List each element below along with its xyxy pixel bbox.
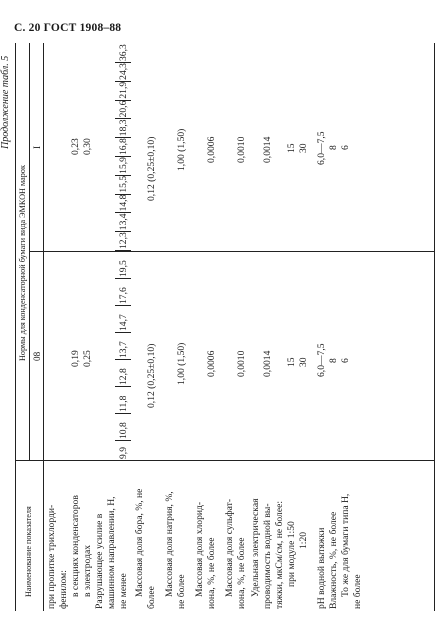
value-i: 0,0014 <box>262 136 273 163</box>
seq-separator <box>115 231 131 232</box>
row-label: Удельная электрическая <box>250 498 261 597</box>
row-label: тяжки, мкСм/см, не более: <box>274 500 285 609</box>
table-bottom-rule <box>434 43 435 611</box>
value-08: 6,0—7,5 <box>316 343 327 377</box>
table-top-rule <box>15 43 16 611</box>
seq-value: 13,7 <box>118 341 129 358</box>
value-08: 9,9 <box>118 447 129 459</box>
row-label: в секциях конденсаторов <box>70 495 81 597</box>
value-i: 6,0—7,5 <box>316 131 327 165</box>
row-label: не менее <box>118 573 129 609</box>
seq-separator <box>115 194 131 195</box>
row-label: Массовая доля натрия, %, <box>164 491 175 597</box>
value-08: 15 <box>286 357 297 367</box>
row-label: проводимость водной вы- <box>262 503 273 609</box>
row-label: в электродах <box>82 544 93 597</box>
row-label: Массовая доля хлорид- <box>194 501 205 597</box>
seq-value: 14,8 <box>118 194 129 212</box>
seq-separator <box>115 278 131 279</box>
value-i: 0,30 <box>82 138 93 155</box>
row-label: Массовая доля бора, %, не <box>134 488 145 597</box>
value-i: 0,0010 <box>236 136 247 163</box>
col-name-header: Наименование показателя <box>24 506 33 597</box>
value-08: 8 <box>328 358 339 363</box>
row-label: Влажность, %, не более <box>328 511 339 609</box>
value-08: 1,00 (1,50) <box>176 342 187 385</box>
value-i: 0,23 <box>70 138 81 155</box>
rotated-table <box>1 43 435 611</box>
seq-separator <box>115 137 131 138</box>
seq-value: 12,8 <box>118 368 129 385</box>
row-label: pH водной вытяжки <box>316 527 327 609</box>
value-08: 0,25 <box>82 350 93 367</box>
seq-value: 19,5 <box>118 260 129 277</box>
seq-separator <box>115 118 131 119</box>
seq-separator <box>115 175 131 176</box>
seq-value: 24,3 <box>118 63 129 80</box>
seq-separator <box>115 100 131 101</box>
row-label: иона, %, не более <box>206 537 217 609</box>
value-08: 0,0014 <box>262 350 273 377</box>
seq-separator <box>115 156 131 157</box>
norms-header: Нормы для конденсаторной бумаги вида ЭМКОН марок <box>18 165 27 361</box>
header-bottom-rule <box>43 43 44 611</box>
value-i: 1,00 (1,50) <box>176 128 187 171</box>
value-i: 0,12 (0,25±0,10) <box>146 136 157 201</box>
row-label: при пропитке трихлорди- <box>46 504 57 609</box>
seq-value: 15,5 <box>118 175 129 193</box>
value-i: 30 <box>298 143 309 153</box>
row-label: фенилом: <box>58 570 69 609</box>
row-label: Разрушающее усилие в <box>94 513 105 609</box>
breaking-force-i <box>115 43 131 251</box>
value-08: 6 <box>340 358 351 363</box>
row-label: иона, %, не более <box>236 537 247 609</box>
mark-i: I <box>32 145 42 149</box>
seq-value: 10,8 <box>118 422 129 439</box>
seq-value: 15,9 <box>118 157 129 174</box>
continuation-caption: Продолжение табл. 5 <box>0 55 11 149</box>
seq-value: 18,3 <box>118 119 129 137</box>
seq-value: 12,3 <box>118 232 129 249</box>
seq-separator <box>115 212 131 213</box>
seq-separator <box>115 440 131 441</box>
seq-separator <box>115 250 131 251</box>
seq-separator <box>115 332 131 333</box>
seq-value: 14,7 <box>118 314 129 331</box>
seq-value: 21,9 <box>118 81 129 99</box>
seq-separator <box>115 81 131 82</box>
value-08: 0,0006 <box>206 350 217 377</box>
col-divider-marks <box>29 251 435 252</box>
value-08: 30 <box>298 357 309 367</box>
seq-separator <box>115 305 131 306</box>
row-label: Массовая доля сульфат- <box>224 498 235 597</box>
row-label: машинном направлении, Н, <box>106 496 117 609</box>
value-08: 0,19 <box>70 350 81 367</box>
value-i: 6 <box>340 145 351 150</box>
seq-value: 36,3 <box>118 44 129 61</box>
row-label: более <box>146 586 157 609</box>
norms-sub-rule <box>29 43 30 461</box>
seq-value: 11,8 <box>118 395 129 412</box>
seq-separator <box>115 413 131 414</box>
seq-value: 20,6 <box>118 100 129 118</box>
seq-value: 16,8 <box>118 138 129 155</box>
value-i: 0,0006 <box>206 136 217 163</box>
mark-08: 08 <box>32 351 42 361</box>
page-header: С. 20 ГОСТ 1908–88 <box>14 22 122 34</box>
row-label: 1:20 <box>298 531 309 549</box>
seq-value: 13,4 <box>118 213 129 231</box>
value-08: 0,0010 <box>236 350 247 377</box>
value-i: 8 <box>328 145 339 150</box>
value-08: 0,12 (0,25±0,10) <box>146 343 157 408</box>
seq-value: 17,6 <box>118 287 129 304</box>
breaking-force-08 <box>115 252 131 441</box>
row-label: не более <box>352 574 363 609</box>
seq-separator <box>115 386 131 387</box>
seq-separator <box>115 359 131 360</box>
value-i: 15 <box>286 143 297 153</box>
row-label: при модуле 1:50 <box>286 521 297 587</box>
row-label: не более <box>176 574 187 609</box>
row-label: То же для бумаги типа Н, <box>340 493 351 597</box>
col-divider-names <box>15 460 435 461</box>
seq-separator <box>115 62 131 63</box>
